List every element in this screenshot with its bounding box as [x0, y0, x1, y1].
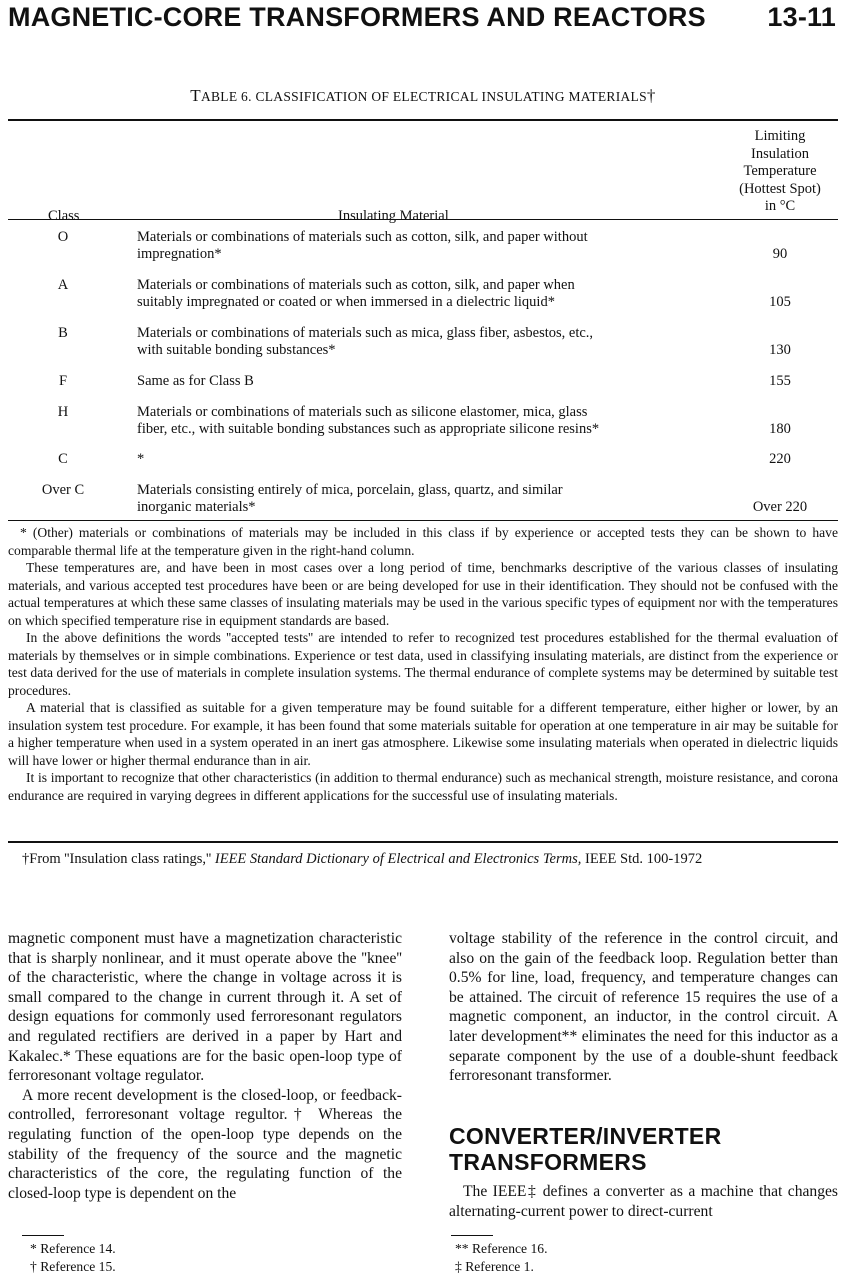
body-paragraph: magnetic component must have a magnetization characteristic that is sharply nonlinear, and it must operate above the ''knee'' of the characteristic, where the change in voltage across it is small compared to the change in current through it. A set of design equations for commonly used ferroresonant regulators and regulated rectifiers are derived in a paper by Hart and Kakalec.* These equations are for the basic open-loop type of ferroresonant voltage regulator.: [8, 930, 402, 1085]
footnote-rule-right: [451, 1235, 493, 1236]
material-line: with suitable bonding substances*: [137, 342, 336, 358]
header-limit-line: Limiting: [754, 128, 806, 144]
source-title: IEEE Standard Dictionary of Electrical and Electronics Terms,: [214, 851, 582, 867]
footnote: † Reference 15.: [30, 1259, 116, 1274]
material-line: Materials or combinations of materials such as cotton, silk, and paper when: [137, 277, 575, 293]
class-cell: O: [57, 229, 69, 245]
temperature-cell: Over 220: [752, 499, 808, 515]
footnote: ** Reference 16.: [455, 1241, 548, 1256]
class-cell: H: [57, 404, 69, 420]
table-note-paragraph: It is important to recognize that other characteristics (in addition to thermal endurance) such as mechanical strength, moisture resistance, and corona endurance are required in varying degrees in different applications for the successful use of insulating materials.: [8, 770, 838, 803]
material-line: suitably impregnated or coated or when immersed in a dielectric liquid*: [137, 294, 555, 310]
material-cell: [137, 229, 697, 263]
caption-text: ABLE 6. CLASSIFICATION OF ELECTRICAL INSULATING MATERIALS: [200, 89, 647, 104]
temperature-cell: 90: [772, 246, 788, 262]
section-heading-line: TRANSFORMERS: [449, 1149, 647, 1175]
running-header: [8, 2, 836, 36]
temperature-cell: 220: [769, 451, 791, 467]
material-cell: [137, 482, 697, 516]
source-std: IEEE Std. 100-1972: [581, 851, 703, 867]
header-class: Class: [48, 208, 80, 224]
class-cell: C: [58, 451, 68, 467]
material-line: fiber, etc., with suitable bonding substances such as appropriate silicone resins*: [137, 421, 600, 437]
material-cell: [137, 277, 697, 311]
page-number: 13-11: [767, 2, 836, 32]
material-cell: [137, 325, 697, 359]
footnote-rule-left: [22, 1235, 64, 1236]
material-line: inorganic materials*: [137, 499, 256, 515]
material-line: impregnation*: [137, 246, 222, 262]
header-limit-line: (Hottest Spot): [739, 180, 821, 197]
material-line: Materials consisting entirely of mica, porcelain, glass, quartz, and similar: [137, 482, 563, 498]
material-line: Same as for Class B: [137, 373, 254, 389]
table-source: [22, 851, 702, 868]
table-header: [8, 125, 838, 224]
class-cell: B: [58, 325, 68, 341]
table-bottom-rule: [8, 520, 838, 521]
material-line: Materials or combinations of materials such as mica, glass fiber, asbestos, etc.,: [137, 325, 594, 341]
header-limit: [724, 128, 836, 216]
body-paragraph: The IEEE‡ defines a converter as a machine that changes alternating-current power to direct-current: [449, 1183, 838, 1220]
material-cell: [137, 451, 697, 468]
table-end-rule: [8, 841, 838, 843]
footnote: ‡ Reference 1.: [455, 1259, 534, 1274]
section-heading-line: CONVERTER/INVERTER: [449, 1123, 722, 1149]
footnotes-left: [30, 1240, 116, 1276]
material-cell: [137, 373, 697, 390]
class-cell: F: [58, 373, 68, 389]
footnote: * Reference 14.: [30, 1241, 116, 1256]
table-note-paragraph: These temperatures are, and have been in most cases over a long period of time, benchmarks descriptive of the various classes of insulating materials, and various accepted test procedures have been or are being developed for use in their identification. They should not be confused with the actual temperatures at which these same classes of insulating materials may be used in the various specific types of equipment nor with the temperatures on which specified temperature rise in equipment standards are based.: [8, 560, 838, 628]
left-column: [8, 929, 402, 1203]
header-limit-line: in °C: [764, 198, 796, 214]
body-paragraph: A more recent development is the closed-loop, or feedback-controlled, ferroresonant voltage regultor.† Whereas the regulating function of the open-loop type depends on the stability of the frequency of the source and the magnetic characteristics of the core, the regulating function of the closed-loop type is dependent on the: [8, 1086, 402, 1202]
material-line: *: [137, 451, 145, 467]
running-title: MAGNETIC-CORE TRANSFORMERS AND REACTORS: [8, 2, 706, 32]
caption-initial: T: [190, 86, 201, 105]
material-line: Materials or combinations of materials such as silicone elastomer, mica, glass: [137, 404, 588, 420]
table-header-rule: [8, 219, 838, 220]
material-line: Materials or combinations of materials such as cotton, silk, and paper without: [137, 229, 588, 245]
table-top-rule: [8, 119, 838, 121]
table-note-paragraph: In the above definitions the words ''accepted tests'' are intended to refer to recognized test procedures established for the thermal evaluation of materials by themselves or in simple combinations. Experience or test data, used in classifying insulating materials, are distinct from the experience or test data derived for the use of materials in complete insulation systems. The thermal endurance of complete systems may be determined by suitable test procedures.: [8, 630, 838, 698]
right-column: [449, 929, 838, 1086]
header-material: Insulating Material: [338, 208, 449, 224]
caption-dagger: †: [646, 86, 656, 105]
temperature-cell: 130: [769, 342, 791, 358]
table-caption: [0, 86, 846, 106]
table-note-paragraph: A material that is classified as suitable for a given temperature may be found suitable for a different temperature, either higher or lower, by an insulation system test procedure. For example, it has been found that some materials suitable for operation at one temperature in air may be suitable for a higher temperature when used in a system operated in an inert gas atmosphere. Likewise some insulating materials when operated in dielectric liquids will have lower or higher thermal endurance than in air.: [8, 700, 838, 768]
class-cell: A: [57, 277, 69, 293]
body-paragraph: voltage stability of the reference in the control circuit, and also on the gain of the feedback loop. Regulation better than 0.5% for line, load, frequency, and temperature changes can be attained. The circuit of reference 15 requires the use of a magnetic component, an inductor, in the control circuit. A later development** eliminates the need for this inductor as a separate component by the use of a double-shunt feedback ferroresonant transformer.: [449, 930, 838, 1085]
section-heading: [449, 1123, 721, 1175]
header-limit-line: Temperature: [743, 163, 817, 179]
source-text: †From ''Insulation class ratings,'': [22, 851, 215, 867]
material-cell: [137, 404, 697, 438]
class-cell: Over C: [41, 482, 85, 498]
table-body: [8, 229, 838, 519]
table-footnote: * (Other) materials or combinations of materials may be included in this class if by experience or accepted tests they can be shown to have comparable thermal life at the temperature given in the right-hand column.: [8, 525, 838, 558]
section-body: [449, 1182, 838, 1221]
temperature-cell: 180: [769, 421, 791, 437]
table-notes: [8, 524, 838, 804]
footnotes-right: [455, 1240, 547, 1276]
temperature-cell: 105: [769, 294, 791, 310]
header-limit-line: Insulation: [751, 145, 809, 162]
temperature-cell: 155: [769, 373, 791, 389]
